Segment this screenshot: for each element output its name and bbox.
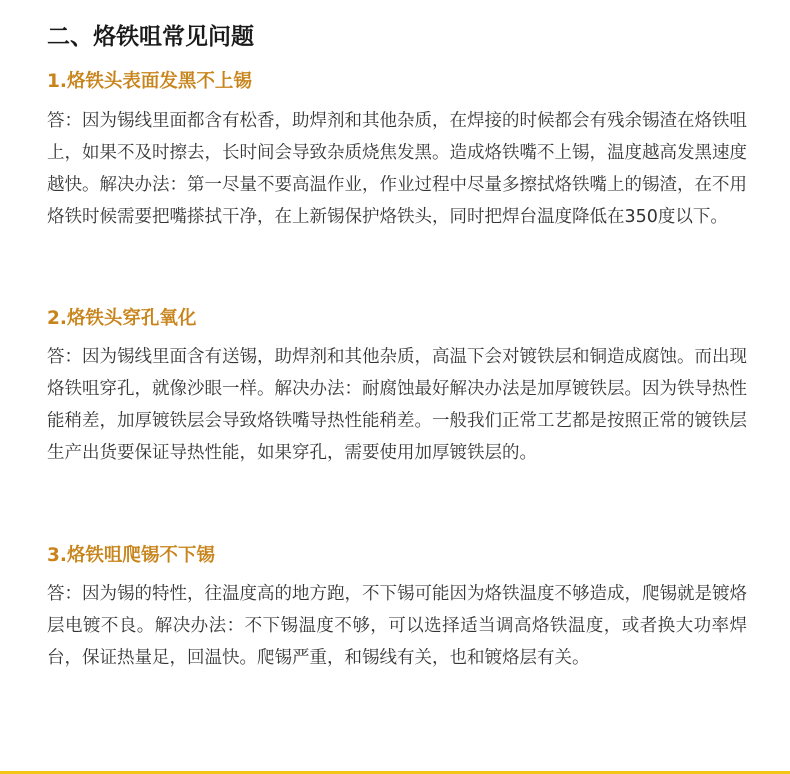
section-answer-3: 答：因为锡的特性，往温度高的地方跑，不下锡可能因为烙铁温度不够造成，爬锡就是镀烙层电镀不良。解决办法：不下锡温度不够，可以选择适当调高烙铁温度，或者换大功率焊台，保证热量足，回温快。爬锡严重，和锡线有关，也和镀烙层有关。 (47, 584, 747, 668)
section-heading-2: 2.烙铁头穿孔氧化 (47, 308, 197, 329)
section-heading-3: 3.烙铁咀爬锡不下锡 (47, 545, 215, 566)
section-heading-1: 1.烙铁头表面发黑不上锡 (47, 71, 252, 92)
section-answer-1: 答：因为锡线里面都含有松香，助焊剂和其他杂质，在焊接的时候都会有残余锡渣在烙铁咀上，如果不及时擦去，长时间会导致杂质烧焦发黑。造成烙铁嘴不上锡，温度越高发黑速度越快。解决办法：第一尽量不要高温作业，作业过程中尽量多擦拭烙铁嘴上的锡渣，在不用烙铁时候需要把嘴搽拭干净，在上新锡保护烙铁头，同时把焊台温度降低在350度以下。 (47, 111, 747, 227)
page-title: 二、烙铁咀常见问题 (47, 24, 254, 50)
section-answer-2: 答：因为锡线里面含有送锡，助焊剂和其他杂质，高温下会对镀铁层和铜造成腐蚀。而出现烙铁咀穿孔，就像沙眼一样。解决办法：耐腐蚀最好解决办法是加厚镀铁层。因为铁导热性能稍差，加厚镀铁层会导致烙铁嘴导热性能稍差。一般我们正常工艺都是按照正常的镀铁层生产出货要保证导热性能，如果穿孔，需要使用加厚镀铁层的。 (47, 347, 747, 463)
